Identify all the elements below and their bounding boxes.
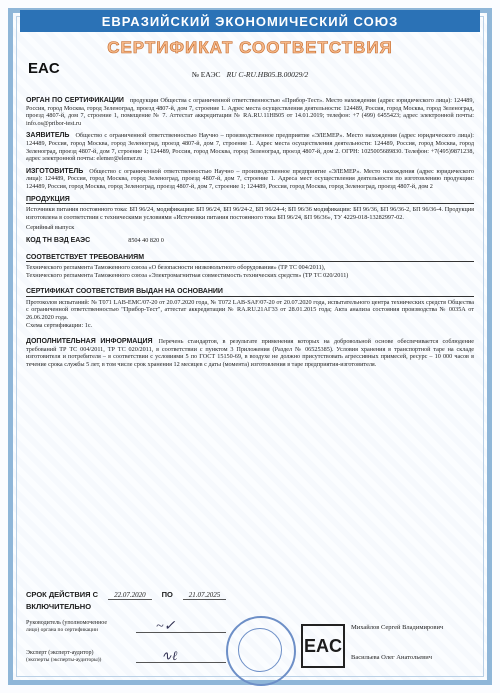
section-basis — [26, 288, 474, 329]
applicant-text: Общество с ограниченной ответственностью Научно – производственное предприятие «ЭЛЕМЕР». Место нахождения (адрес юридического лица): 124489, Россия, город Москва, город Зеленоград, проезд 4807-й, дом 7, строение 1. Адрес места осуществления деятельности: 124489, Россия, город Москва, город Зеленоград, проезд 4807-й, дом 7, строение 1; 124489, Россия, город Москва, город Зеленоград, проезд 4807-й, дом 2. ОГРН: 1025005689830. Телефон: +7(495)9871238, адрес электронной почты: elemer@elemer.ru — [26, 132, 474, 163]
basis-scheme: Схема сертификации: 1с. — [26, 321, 93, 329]
signature-block — [26, 616, 474, 676]
tnved-value: 8504 40 820 0 — [128, 236, 164, 244]
union-banner: ЕВРАЗИЙСКИЙ ЭКОНОМИЧЕСКИЙ СОЮЗ — [20, 10, 480, 32]
expert-name: Васильева Олег Анатольевич — [351, 654, 433, 661]
head-signature-row — [26, 620, 107, 634]
section-product — [26, 196, 474, 232]
seal-inner-ring — [238, 628, 282, 672]
head-name: Михайлов Сергей Владимирович — [351, 624, 444, 631]
expert-signature-row — [26, 650, 101, 664]
extra-heading: ДОПОЛНИТЕЛЬНАЯ ИНФОРМАЦИЯ — [26, 338, 153, 346]
conformity-text-1: Технического регламента Таможенного союза «О безопасности низковольтного оборудования» (ТР ТС 004/2011), — [26, 264, 326, 272]
conformity-heading: СООТВЕТСТВУЕТ ТРЕБОВАНИЯМ — [26, 254, 474, 263]
section-manufacturer — [26, 168, 474, 191]
eac-logo-icon: EAC — [28, 60, 60, 77]
certificate-number — [0, 70, 500, 79]
section-tnved — [26, 237, 474, 245]
head-role-line-1: Руководитель (уполномоченное — [26, 620, 108, 626]
section-conformity — [26, 254, 474, 280]
section-applicant — [26, 132, 474, 162]
manufacturer-heading: ИЗГОТОВИТЕЛЬ — [26, 167, 84, 175]
validity-from-date: 22.07.2020 — [108, 591, 152, 600]
certificate-title: СЕРТИФИКАТ СООТВЕТСТВИЯ — [107, 38, 393, 57]
basis-text: Протоколов испытаний: № Т071 LAB-EMC/07-20 от 20.07.2020 года, № Т072 LAB-SAF/07-20 от 20.07.2020 года, испытательного центра технических средств Общества с ограниченной ответственностью "Прибор-Тест", аттестат аккредитации № RA.RU.21АГ33 от 28.01.2015 года; Акта анализа состояния производства № 0035А от 26.06.2020 года. — [26, 298, 474, 322]
extra-text: Перечень стандартов, в результате применения которых на добровольной основе обеспечивается соблюдение требований ТР ТС 004/2011, ТР ТС 020/2011, в соответствии с пунктом 3 Приложения (Раздел № 06525385). Условия хранения в транспортной таре на складе изготовителя и потребителя – в соответствии с условиями 5 по ГОСТ 15150-69, в воздухе не должно присутствовать агрессивных примесей, ресурс – 10 000 часов в течение срока службы 5 лет, в том числе срок хранения 12 месяцев с даты (момента) изготовления в таре предприятия-изготовителя. — [26, 338, 474, 369]
number-value: RU С-RU.НВ05.В.00029/2 — [226, 70, 309, 79]
product-heading: ПРОДУКЦИЯ — [26, 196, 474, 205]
seal-stamp-icon — [226, 616, 296, 686]
expert-signature-line — [136, 662, 226, 663]
validity-to-date: 21.07.2025 — [183, 591, 227, 600]
validity-row — [26, 590, 474, 600]
expert-role-line-1: Эксперт (эксперт-аудитор) — [26, 650, 94, 656]
organ-heading: ОРГАН ПО СЕРТИФИКАЦИИ — [26, 97, 124, 104]
certificate-content — [26, 92, 474, 369]
validity-to-label: ПО — [161, 590, 173, 599]
basis-heading: СЕРТИФИКАТ СООТВЕТСТВИЯ ВЫДАН НА ОСНОВАНИИ — [26, 288, 474, 297]
section-extra — [26, 338, 474, 368]
head-signature-icon: ~✓ — [156, 619, 176, 634]
applicant-heading: ЗАЯВИТЕЛЬ — [26, 132, 70, 140]
expert-signature-icon: ∿ℓ — [161, 648, 178, 663]
number-prefix: № ЕАЭС — [191, 70, 221, 79]
organ-text: продукции Общества с ограниченной ответственностью «Прибор-Тест». Место нахождения (адрес юридического лица): 124489, Россия, город Москва, город Зеленоград, проезд 4807-й, дом 7, строение 1. Адрес места осуществления деятельности: 124489, Россия, город Москва, город Зеленоград, проезд 4807-й, дом 7, строение 1, помещение № 7. Аттестат аккредитации № RA.RU.11НВ05 от 14.01.2019; телефон: +7 (499) 6455423; адрес электронной почты: info.os@pribor-test.ru — [26, 97, 475, 127]
tnved-heading: КОД ТН ВЭД ЕАЭС — [26, 236, 91, 244]
validity-inclusive: ВКЛЮЧИТЕЛЬНО — [26, 602, 92, 611]
head-role-line-2: лицо) органа по сертификации — [26, 627, 98, 633]
validity-from-label: СРОК ДЕЙСТВИЯ С — [26, 590, 99, 599]
expert-role-line-2: (эксперты (эксперты-аудиторы)) — [26, 657, 102, 663]
manufacturer-text: Общество с ограниченной ответственностью Научно – производственное предприятие «ЭЛЕМЕР». Место нахождения (адрес юридического лица): 124489, Россия, город Москва, город Зеленоград, проезд 4807-й, дом 7, строение 1. Адреса мест осуществления деятельности по изготовлению продукции: 124489, Россия, город Москва, город Зеленоград, проезд 4807-й, дом 7, строение 1; 124489, Россия, город Москва, город Зеленоград, проезд 4807-й, дом 2 — [26, 167, 474, 190]
head-signature-line — [136, 632, 226, 633]
product-text: Источники питания постоянного тока: БП 96/24, модификации: БП 96/24, БП 96/24-2, БП 96/24-4; БП 96/36 модификации: БП 96/36, БП 96/36-2, БП 96/36-4. Продукция изготовлена в соответствии с техническими условиями «Источники питания постоянного тока БП 96/24, БП 96/36», ТУ 4229-018-13282997-02. — [26, 206, 474, 221]
conformity-text-2: Технического регламента Таможенного союза «Электромагнитная совместимость технических средств» (ТР ТС 020/2011) — [26, 271, 349, 279]
product-serial: Серийный выпуск — [26, 224, 75, 232]
eac-mark-icon: EAC — [301, 624, 345, 668]
validity-block — [26, 590, 474, 611]
section-organ — [26, 97, 474, 127]
